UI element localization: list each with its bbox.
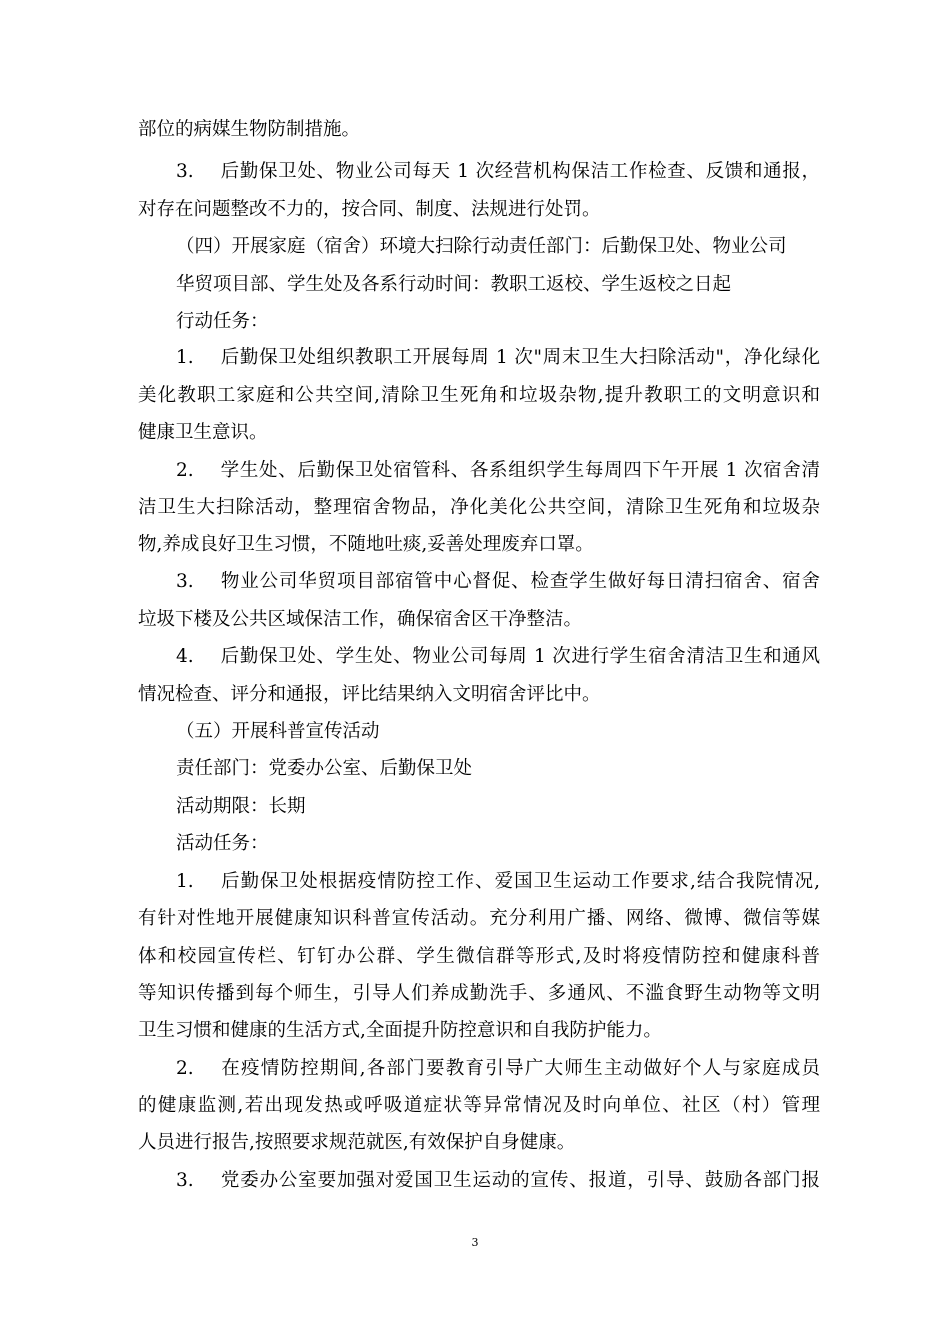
list-item	[176, 160, 820, 184]
text-line: 体和校园宣传栏、钉钉办公群、学生微信群等形式,及时将疫情防控和健康科普	[138, 946, 820, 967]
list-number: 4.	[176, 646, 194, 667]
list-item	[176, 570, 820, 594]
text-line: 行动任务：	[176, 311, 269, 332]
section-heading: （四）开展家庭（宿舍）环境大扫除行动责任部门：后勤保卫处、物业公司	[176, 236, 787, 257]
text-line: 情况检查、评分和通报，评比结果纳入文明宿舍评比中。	[138, 684, 601, 705]
text-line: 后勤保卫处、学生处、物业公司每周 1 次进行学生宿舍清洁卫生和通风	[220, 646, 820, 667]
text-line: 物,养成良好卫生习惯，不随地吐痰,妥善处理废弃口罩。	[138, 534, 594, 555]
list-item	[176, 1057, 820, 1081]
text-line: 美化教职工家庭和公共空间,清除卫生死角和垃圾杂物,提升教职工的文明意识和	[138, 385, 820, 406]
text-line: 有针对性地开展健康知识科普宣传活动。充分利用广播、网络、微博、微信等媒	[138, 908, 820, 929]
text-line: 洁卫生大扫除活动，整理宿舍物品，净化美化公共空间，清除卫生死角和垃圾杂	[138, 497, 820, 518]
list-number: 2.	[176, 1058, 194, 1079]
list-number: 3.	[176, 161, 194, 182]
text-line: 部位的病媒生物防制措施。	[138, 119, 361, 140]
text-line: 党委办公室要加强对爱国卫生运动的宣传、报道，引导、鼓励各部门报	[220, 1170, 820, 1191]
section-heading: （五）开展科普宣传活动	[176, 721, 380, 742]
text-line: 华贸项目部、学生处及各系行动时间：教职工返校、学生返校之日起	[176, 274, 732, 295]
list-number: 1.	[176, 871, 194, 892]
text-line: 人员进行报告,按照要求规范就医,有效保护自身健康。	[138, 1132, 576, 1153]
text-line: 责任部门：党委办公室、后勤保卫处	[176, 758, 473, 779]
text-line: 物业公司华贸项目部宿管中心督促、检查学生做好每日清扫宿舍、宿舍	[220, 571, 820, 592]
list-number: 3.	[176, 1170, 194, 1191]
text-line: 学生处、后勤保卫处宿管科、各系组织学生每周四下午开展 1 次宿舍清	[220, 460, 820, 481]
list-number: 2.	[176, 460, 194, 481]
text-line: 活动任务：	[176, 833, 269, 854]
list-number: 1.	[176, 347, 194, 368]
text-line: 等知识传播到每个师生，引导人们养成勤洗手、多通风、不滥食野生动物等文明	[138, 983, 820, 1004]
list-item	[176, 1169, 820, 1193]
list-item	[176, 645, 820, 669]
list-number: 3.	[176, 571, 194, 592]
list-item	[176, 870, 820, 894]
text-line: 健康卫生意识。	[138, 422, 268, 443]
text-line: 活动期限：长期	[176, 796, 306, 817]
page-number: 3	[471, 1236, 479, 1249]
text-line: 对存在问题整改不力的，按合同、制度、法规进行处罚。	[138, 199, 601, 220]
text-line: 在疫情防控期间,各部门要教育引导广大师生主动做好个人与家庭成员	[220, 1058, 820, 1079]
text-line: 卫生习惯和健康的生活方式,全面提升防控意识和自我防护能力。	[138, 1020, 662, 1041]
text-line: 后勤保卫处组织教职工开展每周 1 次"周末卫生大扫除活动"，净化绿化	[220, 347, 820, 368]
text-line: 垃圾下楼及公共区域保洁工作，确保宿舍区干净整洁。	[138, 609, 583, 630]
text-line: 的健康监测,若出现发热或呼吸道症状等异常情况及时向单位、社区（村）管理	[138, 1095, 820, 1116]
list-item	[176, 346, 820, 370]
list-item	[176, 459, 820, 483]
text-line: 后勤保卫处根据疫情防控工作、爱国卫生运动工作要求,结合我院情况,	[220, 871, 820, 892]
text-line: 后勤保卫处、物业公司每天 1 次经营机构保洁工作检查、反馈和通报，	[220, 161, 820, 182]
